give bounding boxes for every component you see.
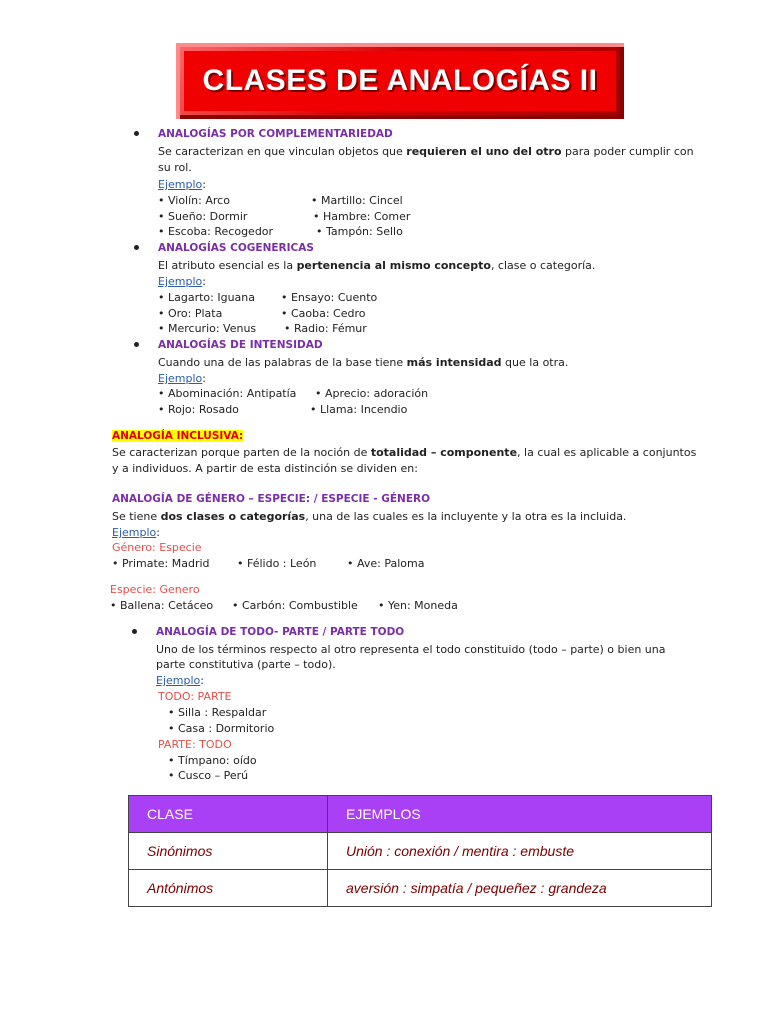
subheading-todo-parte: TODO: PARTE bbox=[158, 690, 232, 703]
table-header-row bbox=[129, 796, 712, 833]
table-cell: Antónimos bbox=[129, 870, 328, 907]
table-header-clase: CLASE bbox=[129, 796, 328, 833]
todo-desc-line2: parte constitutiva (parte – todo). bbox=[156, 658, 336, 671]
example-item: • Llama: Incendio bbox=[310, 403, 408, 416]
example-item: • Escoba: Recogedor bbox=[158, 225, 274, 238]
example-item: • Rojo: Rosado bbox=[158, 403, 239, 416]
example-item: • Silla : Respaldar bbox=[168, 706, 267, 719]
bullet-dot bbox=[134, 342, 139, 347]
section-desc: Se caracterizan en que vinculan objetos que requieren el uno del otro para poder cumplir con bbox=[158, 145, 694, 158]
table-row bbox=[129, 833, 712, 870]
example-item: • Cusco – Perú bbox=[168, 769, 249, 782]
example-item: • Mercurio: Venus bbox=[158, 322, 257, 335]
section-heading-cogenericas: ANALOGÍAS COGENERICAS bbox=[158, 242, 314, 254]
page-title: CLASES DE ANALOGÍAS II bbox=[202, 64, 598, 97]
inclusiva-heading: ANALOGÍA INCLUSIVA: bbox=[112, 430, 244, 442]
table-cell: aversión : simpatía / pequeñez : grandeza bbox=[328, 870, 712, 907]
examples-table bbox=[128, 795, 712, 907]
example-item: • Martillo: Cincel bbox=[311, 194, 403, 207]
table-cell: Sinónimos bbox=[129, 833, 328, 870]
bullet-dot bbox=[132, 629, 137, 634]
example-item: • Primate: Madrid bbox=[112, 557, 210, 570]
example-item: • Abominación: Antipatía bbox=[158, 387, 297, 400]
todo-parte-heading: ANALOGÍA DE TODO- PARTE / PARTE TODO bbox=[156, 626, 405, 638]
todo-desc: Uno de los términos respecto al otro representa el todo constituido (todo – parte) o bien una bbox=[156, 643, 666, 656]
example-item: • Lagarto: Iguana bbox=[158, 291, 255, 304]
inclusiva-desc-line2: y a individuos. A partir de esta distinción se dividen en: bbox=[112, 462, 418, 475]
example-item: • Tímpano: oído bbox=[168, 754, 257, 767]
example-item: • Hambre: Comer bbox=[313, 210, 411, 223]
example-item: • Ensayo: Cuento bbox=[281, 291, 378, 304]
ejemplo-label: Ejemplo: bbox=[112, 526, 160, 539]
inclusiva-desc: Se caracterizan porque parten de la noción de totalidad – componente, la cual es aplicable a conjuntos bbox=[112, 446, 697, 459]
example-item: • Oro: Plata bbox=[158, 307, 223, 320]
example-item: • Félido : León bbox=[237, 557, 317, 570]
ejemplo-label: Ejemplo: bbox=[156, 674, 204, 687]
example-item: • Carbón: Combustible bbox=[232, 599, 358, 612]
ejemplo-label: Ejemplo: bbox=[158, 372, 206, 385]
table-header-ejemplos: EJEMPLOS bbox=[328, 796, 712, 833]
table-cell: Unión : conexión / mentira : embuste bbox=[328, 833, 712, 870]
example-item: • Sueño: Dormir bbox=[158, 210, 248, 223]
example-item: • Tampón: Sello bbox=[316, 225, 403, 238]
ejemplo-label: Ejemplo: bbox=[158, 178, 206, 191]
subheading-parte-todo: PARTE: TODO bbox=[158, 738, 232, 751]
section-desc-line2: su rol. bbox=[158, 161, 192, 174]
example-item: • Radio: Fémur bbox=[284, 322, 367, 335]
example-item: • Ballena: Cetáceo bbox=[110, 599, 214, 612]
example-item: • Caoba: Cedro bbox=[281, 307, 366, 320]
example-item: • Violín: Arco bbox=[158, 194, 230, 207]
example-item: • Yen: Moneda bbox=[378, 599, 458, 612]
genero-desc: Se tiene dos clases o categorías, una de las cuales es la incluyente y la otra es la incluida. bbox=[112, 510, 627, 523]
bullet-dot bbox=[134, 131, 139, 136]
ejemplo-label: Ejemplo: bbox=[158, 275, 206, 288]
title-banner bbox=[176, 43, 624, 119]
genero-heading: ANALOGÍA DE GÉNERO – ESPECIE: / ESPECIE - GÉNERO bbox=[112, 493, 431, 505]
subheading-genero-especie: Género: Especie bbox=[112, 541, 202, 554]
section-heading-intensidad: ANALOGÍAS DE INTENSIDAD bbox=[158, 339, 323, 351]
bullet-dot bbox=[134, 245, 139, 250]
example-item: • Aprecio: adoración bbox=[315, 387, 429, 400]
table-row bbox=[129, 870, 712, 907]
title-inner bbox=[184, 51, 616, 111]
section-desc: Cuando una de las palabras de la base tiene más intensidad que la otra. bbox=[158, 356, 569, 369]
section-desc: El atributo esencial es la pertenencia al mismo concepto, clase o categoría. bbox=[158, 259, 596, 272]
subheading-especie-genero: Especie: Genero bbox=[110, 583, 200, 596]
example-item: • Ave: Paloma bbox=[347, 557, 425, 570]
section-heading-complementariedad: ANALOGÍAS POR COMPLEMENTARIEDAD bbox=[158, 128, 393, 140]
example-item: • Casa : Dormitorio bbox=[168, 722, 275, 735]
